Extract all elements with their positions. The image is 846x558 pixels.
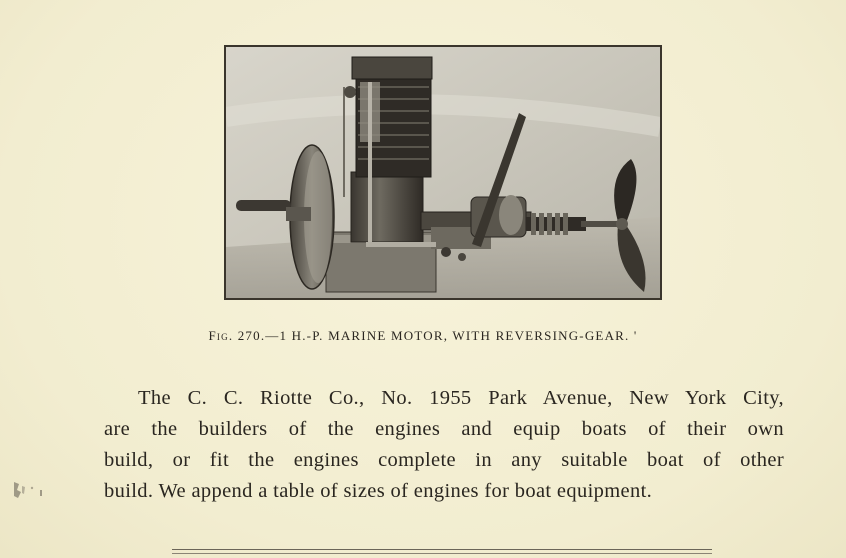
paragraph-line: The C. C. Riotte Co., No. 1955 Park Avenue, New York City, [138,387,784,409]
horizontal-rule [172,553,712,554]
body-paragraph [104,383,784,507]
paragraph-line: build, or fit the engines complete in any suitable boat of other [104,449,784,471]
marine-motor-photograph [224,45,662,300]
engine-illustration [226,47,660,298]
margin-ink-smudge [10,478,46,508]
paragraph-line: build. We append a table of sizes of engines for boat equipment. [104,480,653,502]
paragraph-line: are the builders of the engines and equip boats of their own [104,418,784,440]
figure-caption: Fig. 270.—1 H.-P. MARINE MOTOR, WITH REVERSING-GEAR. ' [208,328,638,343]
horizontal-rule [172,549,712,550]
